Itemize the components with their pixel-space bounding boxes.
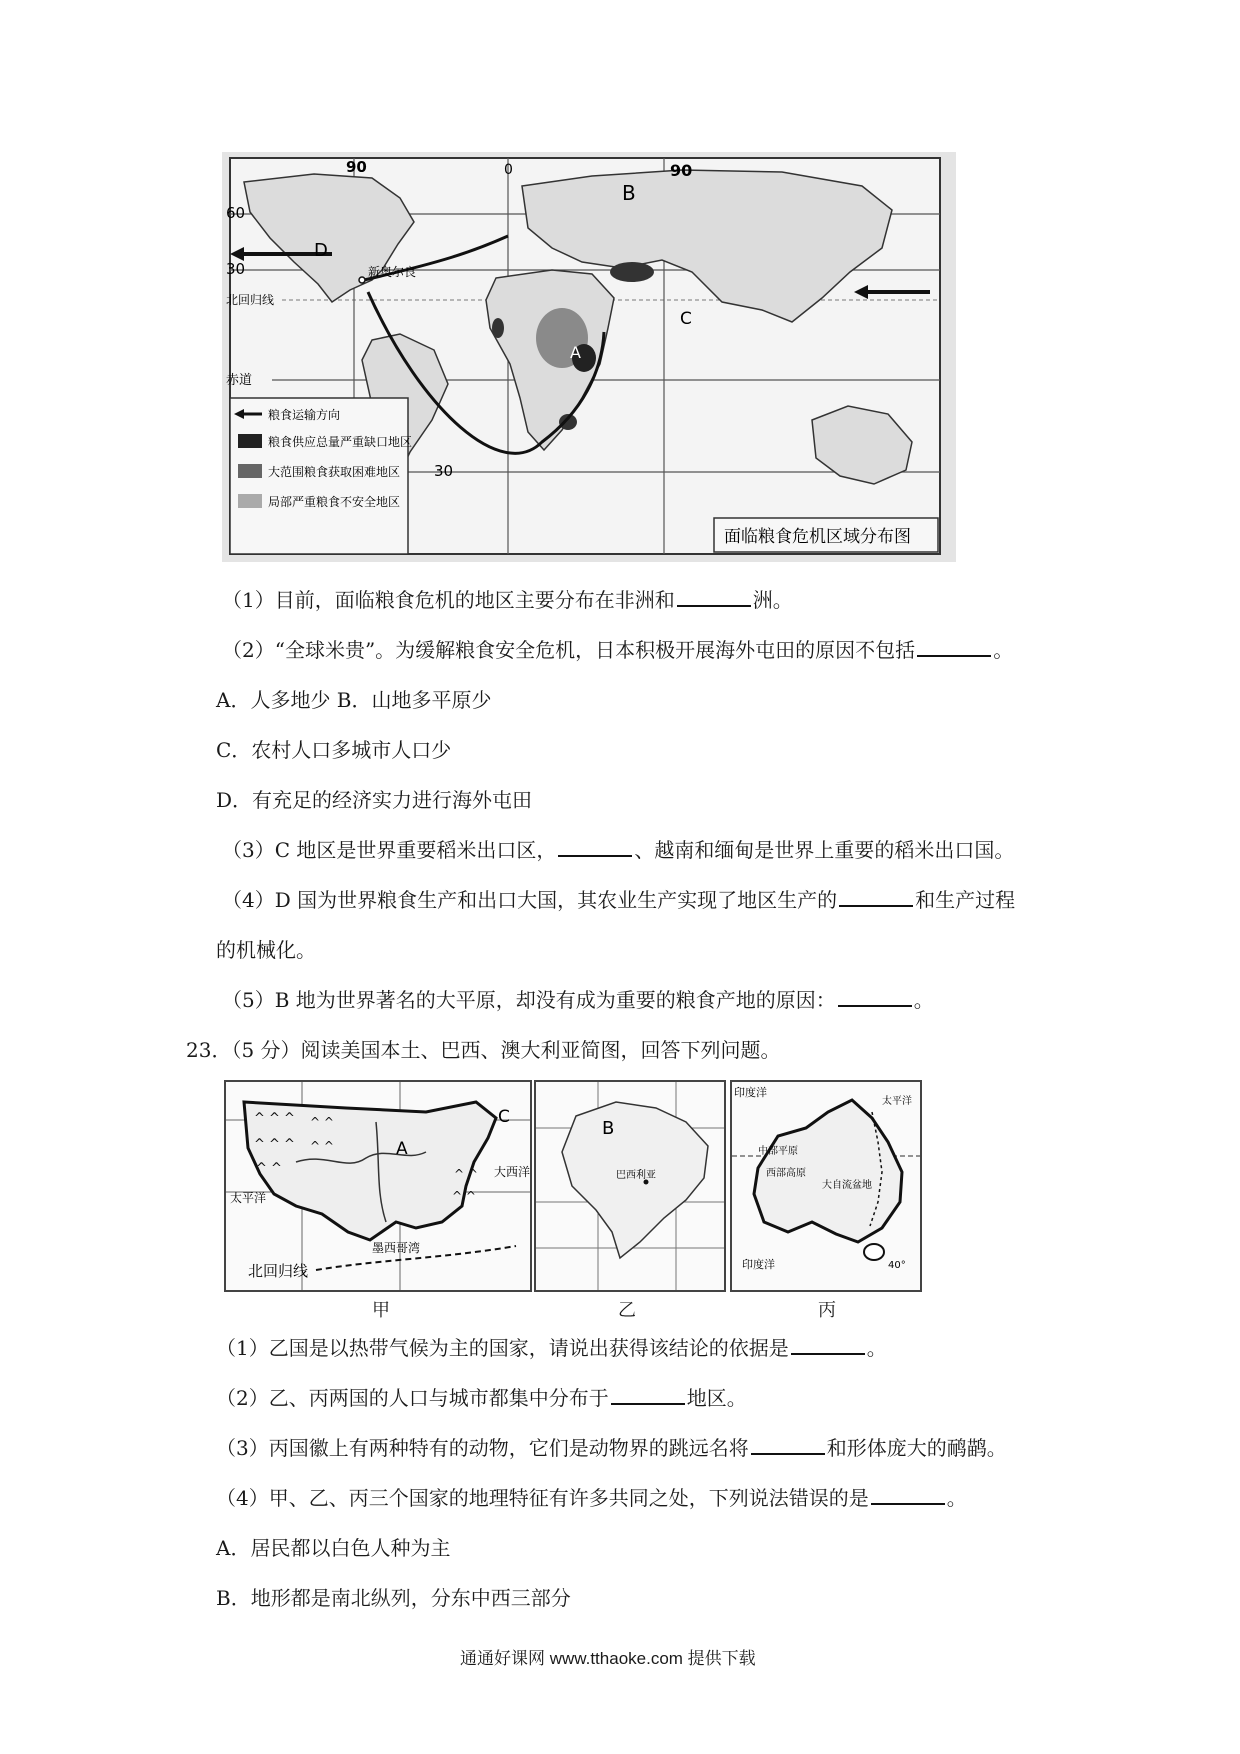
usa-label-a: A — [396, 1139, 408, 1159]
legend-item-difficulty: 大范围粮食获取困难地区 — [268, 465, 401, 479]
svg-text:^ ^: ^ ^ — [454, 1167, 478, 1181]
map-usa — [224, 1080, 532, 1292]
map-australia-caption: 丙 — [818, 1300, 836, 1321]
svg-text:^ ^: ^ ^ — [310, 1139, 334, 1153]
q22-sub5: （5）B 地为世界著名的大平原，却没有成为重要的粮食产地的原因： 。 — [222, 988, 934, 1012]
svg-text:^ ^: ^ ^ — [310, 1115, 334, 1129]
map-usa-svg — [226, 1082, 530, 1290]
q23-sub2: （2）乙、丙两国的人口与城市都集中分布于 地区。 — [216, 1386, 747, 1410]
svg-text:^ ^: ^ ^ — [256, 1161, 282, 1176]
legend-item-arrow: 粮食运输方向 — [268, 408, 341, 422]
q22-sub1: （1）目前，面临粮食危机的地区主要分布在非洲和 洲。 — [222, 588, 793, 612]
q23-sub4: （4）甲、乙、丙三个国家的地理特征有许多共同之处，下列说法错误的是 。 — [216, 1486, 967, 1510]
aus-indian-top-label: 印度洋 — [734, 1086, 767, 1099]
usa-pacific-label: 太平洋 — [230, 1191, 267, 1205]
q23-sub3: （3）丙国徽上有两种特有的动物，它们是动物界的跳远名将 和形体庞大的鸸鹋。 — [216, 1436, 1007, 1460]
q22-sub3: （3）C 地区是世界重要稻米出口区， 、越南和缅甸是世界上重要的稻米出口国。 — [222, 838, 1015, 862]
usa-label-c: C — [498, 1107, 510, 1127]
aus-desert-label: 大自流盆地 — [822, 1180, 872, 1191]
usa-tropic-label: 北回归线 — [248, 1262, 309, 1280]
aus-pacific-label: 太平洋 — [882, 1096, 912, 1107]
map-brazil-caption: 乙 — [618, 1300, 636, 1321]
q23-sub1: （1）乙国是以热带气候为主的国家，请说出获得该结论的依据是 。 — [216, 1336, 887, 1360]
q23-option-a: A．居民都以白色人种为主 — [216, 1536, 451, 1560]
lat-30-label: 30 — [226, 260, 246, 278]
map-usa-caption: 甲 — [372, 1300, 390, 1321]
aus-plain-label: 中部平原 — [758, 1146, 798, 1157]
q23-header: 23．（5 分）阅读美国本土、巴西、澳大利亚简图，回答下列问题。 — [186, 1038, 781, 1062]
lon-90e-label: 90 — [670, 161, 693, 180]
q22-option-d: D．有充足的经济实力进行海外屯田 — [216, 788, 533, 812]
region-a-label: A — [570, 343, 581, 362]
food-crisis-map-svg — [222, 152, 956, 562]
q22-sub2: （2）“全球米贵”。为缓解粮食安全危机，日本积极开展海外屯田的原因不包括 。 — [222, 638, 1014, 662]
page-footer: 通通好课网 www.tthaoke.com 提供下载 — [460, 1649, 756, 1668]
aus-plateau-label: 西部高原 — [766, 1168, 806, 1179]
legend-item-insecure: 局部严重粮食不安全地区 — [268, 495, 401, 509]
svg-text:^ ^ ^: ^ ^ ^ — [254, 1111, 295, 1126]
lon-0-label: 0 — [504, 162, 513, 178]
tropic-label: 北回归线 — [226, 293, 275, 307]
region-b-label: B — [622, 181, 636, 205]
usa-atlantic-label: 大西洋 — [494, 1165, 530, 1179]
region-d-label: D — [314, 240, 328, 261]
equator-label: 赤道 — [226, 373, 253, 388]
aus-indian-bottom-label: 印度洋 — [742, 1258, 775, 1271]
map-brazil — [534, 1080, 726, 1292]
aus-lat-label: 40° — [888, 1260, 906, 1271]
map-australia-svg — [732, 1082, 920, 1290]
svg-text:^ ^ ^: ^ ^ ^ — [254, 1137, 295, 1152]
lat-60-label: 60 — [226, 204, 246, 222]
new-orleans-label: 新奥尔良 — [368, 265, 417, 279]
lon-90w-label: 90 — [346, 158, 367, 176]
brazil-label-b: B — [602, 1118, 615, 1139]
q22-option-c: C．农村人口多城市人口少 — [216, 738, 452, 762]
map-brazil-svg — [536, 1082, 724, 1290]
usa-gulf-label: 墨西哥湾 — [372, 1241, 421, 1255]
legend-item-shortage: 粮食供应总量严重缺口地区 — [268, 435, 413, 449]
q22-sub4-cont: 的机械化。 — [216, 938, 316, 962]
map-australia — [730, 1080, 922, 1292]
food-crisis-map — [222, 152, 956, 562]
svg-text:^ ^: ^ ^ — [452, 1189, 476, 1203]
map-title: 面临粮食危机区域分布图 — [724, 527, 911, 547]
q22-option-ab: A．人多地少 B．山地多平原少 — [216, 688, 492, 712]
region-c-label: C — [680, 309, 692, 329]
q22-sub4: （4）D 国为世界粮食生产和出口大国，其农业生产实现了地区生产的 和生产过程 — [222, 888, 1016, 912]
brazil-capital-label: 巴西利亚 — [616, 1170, 656, 1181]
q23-option-b: B．地形都是南北纵列，分东中西三部分 — [216, 1586, 571, 1610]
lat-30s-label: 30 — [434, 462, 454, 480]
